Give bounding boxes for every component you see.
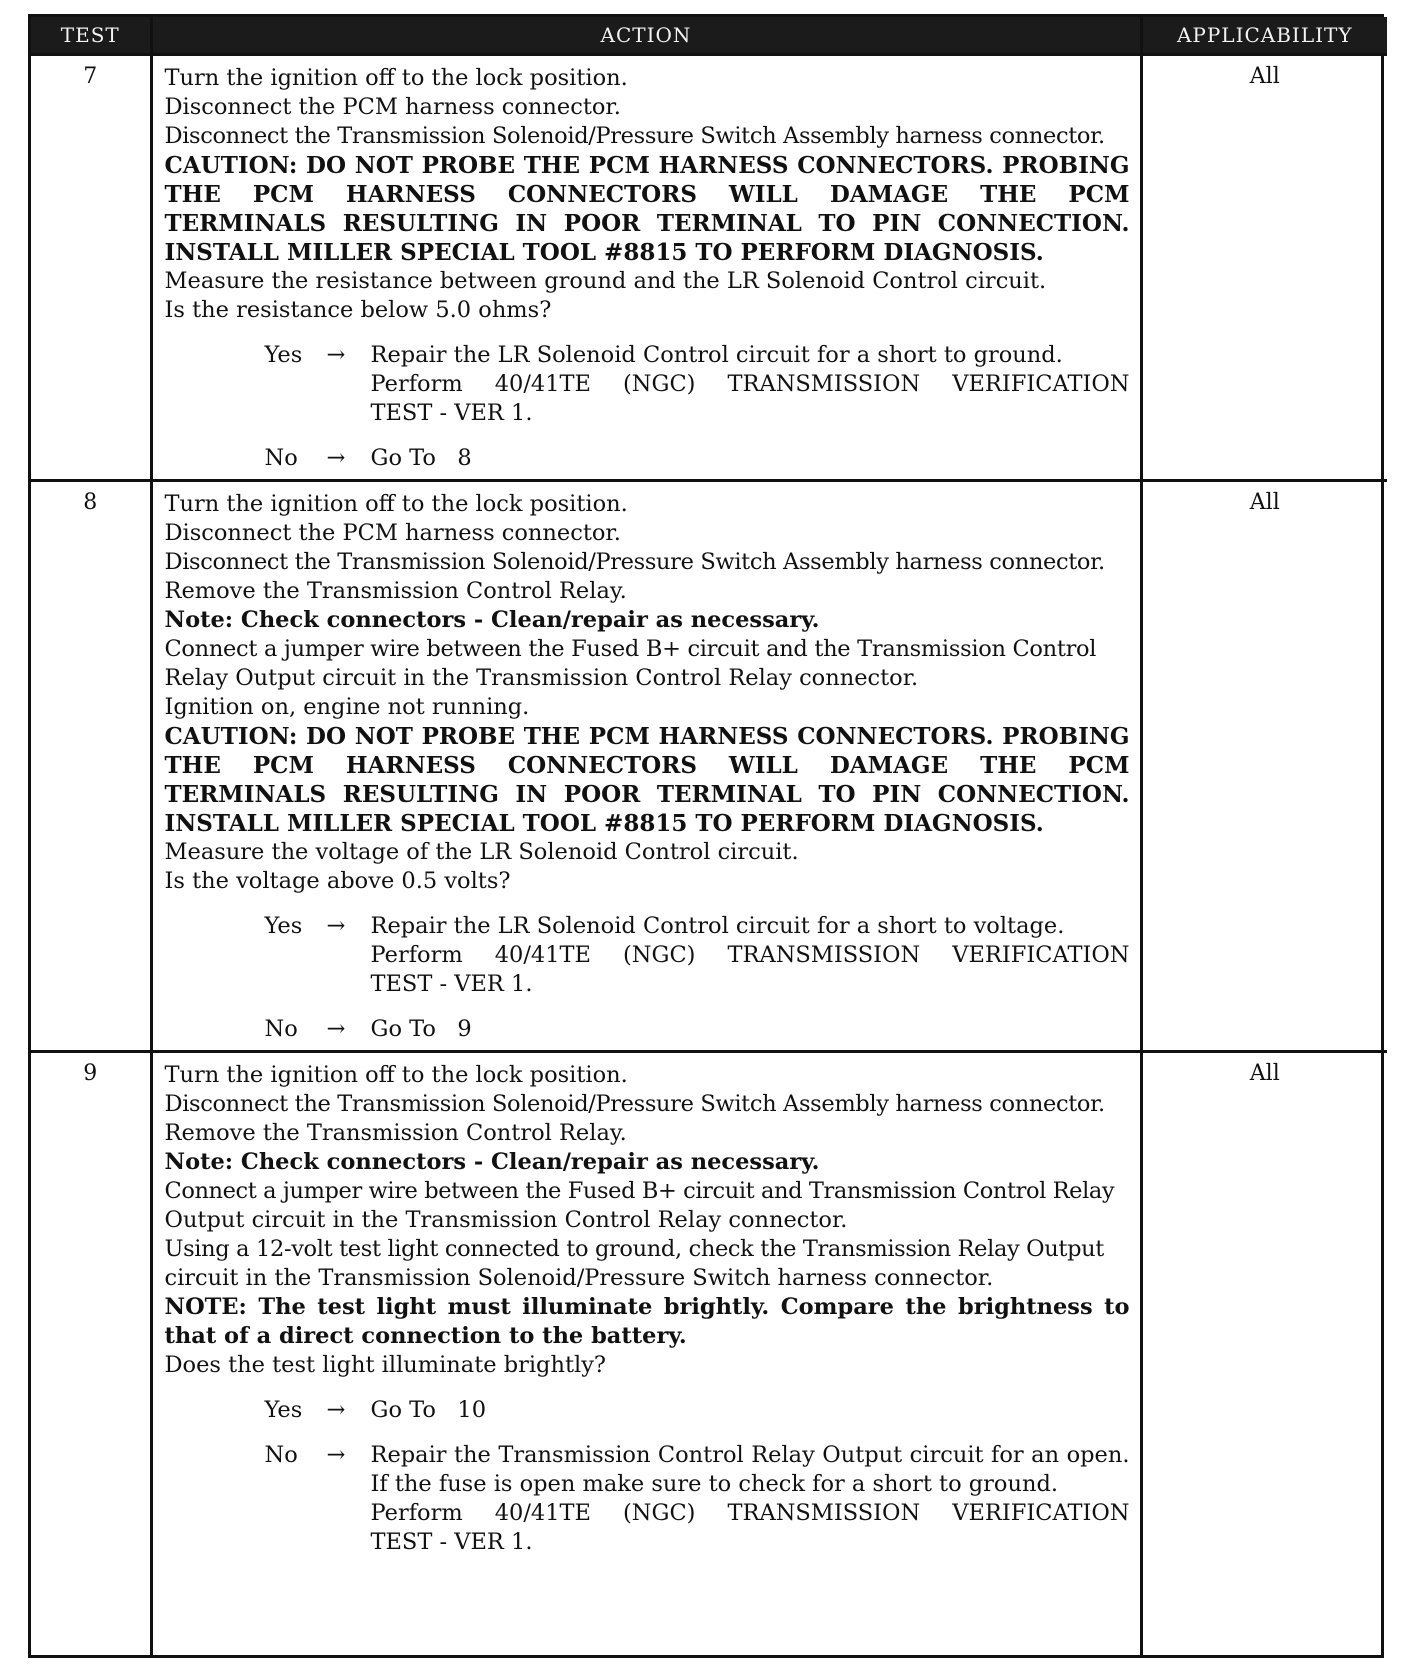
action-line: Disconnect the Transmission Solenoid/Pressure Switch Assembly harness connector.: [164, 549, 1105, 575]
action-line: Disconnect the Transmission Solenoid/Pressure Switch Assembly harness connector.: [164, 123, 1105, 149]
applicability-value: All: [1141, 55, 1387, 481]
action-line: Is the resistance below 5.0 ohms?: [164, 297, 552, 323]
table-header-row: [31, 17, 1387, 55]
action-line: Measure the voltage of the LR Solenoid Control circuit.: [164, 839, 799, 865]
yes-branch: [165, 341, 1130, 428]
no-label: No: [264, 1442, 298, 1468]
action-line: Connect a jumper wire between the Fused B+ circuit and Transmission Control Relay: [164, 1178, 1115, 1204]
action-line: Remove the Transmission Control Relay.: [164, 1120, 627, 1146]
table-row: [31, 481, 1387, 1052]
yes-label: Yes: [264, 1397, 303, 1423]
no-result-line: Repair the Transmission Control Relay Output circuit for an open. If the fuse is open make sure to check for a short to ground.: [370, 1442, 1130, 1497]
yes-branch: [165, 1396, 1130, 1425]
action-line: Turn the ignition off to the lock position.: [164, 491, 628, 517]
arrow-icon: →: [326, 342, 346, 368]
action-cell: [151, 1052, 1141, 1656]
action-line: Output circuit in the Transmission Control Relay connector.: [164, 1207, 848, 1233]
arrow-icon: →: [326, 1016, 346, 1042]
action-line: Ignition on, engine not running.: [164, 694, 530, 720]
arrow-icon: →: [326, 1442, 346, 1468]
action-line: Connect a jumper wire between the Fused B+ circuit and the Transmission Control: [164, 636, 1097, 662]
action-cell: [151, 55, 1141, 481]
no-result-line: TEST - VER 1.: [370, 1529, 533, 1555]
no-result-line: Perform 40/41TE (NGC) TRANSMISSION VERIFICATION: [370, 1500, 1130, 1526]
yes-branch: [165, 912, 1130, 999]
action-line: Measure the resistance between ground and the LR Solenoid Control circuit.: [164, 268, 1047, 294]
action-line: Is the voltage above 0.5 volts?: [164, 868, 511, 894]
no-branch: [165, 444, 1130, 473]
action-line: Does the test light illuminate brightly?: [164, 1352, 606, 1378]
no-branch: [165, 1441, 1130, 1557]
no-result: [371, 1441, 1130, 1557]
caution-text: CAUTION: DO NOT PROBE THE PCM HARNESS CONNECTORS. PROBING THE PCM HARNESS CONNECTORS WILL DAMAGE THE PCM TERMINALS RESULTING IN POOR TERMINAL TO PIN CONNECTION. INSTALL MILLER SPECIAL TOOL #8815 TO PERFORM DIAGNOSIS.: [164, 152, 1130, 266]
test-number: 7: [31, 55, 151, 481]
yes-result-line: Perform 40/41TE (NGC) TRANSMISSION VERIFICATION: [370, 942, 1130, 968]
no-result: Go To 9: [370, 1016, 472, 1042]
action-line: Disconnect the Transmission Solenoid/Pressure Switch Assembly harness connector.: [164, 1091, 1105, 1117]
no-branch: [165, 1015, 1130, 1044]
action-line: Remove the Transmission Control Relay.: [164, 578, 627, 604]
test-number: 9: [31, 1052, 151, 1656]
table-row: [31, 1052, 1387, 1656]
note-text: NOTE: The test light must illuminate brightly. Compare the brightness to that of a direct connection to the battery.: [164, 1294, 1130, 1349]
yes-result-line: Repair the LR Solenoid Control circuit for a short to voltage.: [370, 913, 1065, 939]
yes-result: [371, 912, 1130, 999]
test-number: 8: [31, 481, 151, 1052]
action-line: Turn the ignition off to the lock position.: [164, 65, 628, 91]
action-line: Relay Output circuit in the Transmission Control Relay connector.: [164, 665, 919, 691]
yes-result-line: Perform 40/41TE (NGC) TRANSMISSION VERIFICATION: [370, 371, 1130, 397]
note-text: Note: Check connectors - Clean/repair as necessary.: [164, 607, 820, 633]
arrow-icon: →: [326, 1397, 346, 1423]
yes-label: Yes: [264, 342, 303, 368]
action-line: Turn the ignition off to the lock position.: [164, 1062, 628, 1088]
yes-result: [371, 341, 1130, 428]
action-line: Disconnect the PCM harness connector.: [164, 94, 621, 120]
yes-result-line: TEST - VER 1.: [370, 971, 533, 997]
action-line: Disconnect the PCM harness connector.: [164, 520, 621, 546]
header-applicability: APPLICABILITY: [1141, 17, 1387, 55]
no-label: No: [264, 1016, 298, 1042]
header-action: ACTION: [151, 17, 1141, 55]
yes-result-line: Repair the LR Solenoid Control circuit for a short to ground.: [370, 342, 1063, 368]
arrow-icon: →: [326, 913, 346, 939]
action-line: circuit in the Transmission Solenoid/Pressure Switch harness connector.: [164, 1265, 994, 1291]
action-cell: [151, 481, 1141, 1052]
caution-text: CAUTION: DO NOT PROBE THE PCM HARNESS CONNECTORS. PROBING THE PCM HARNESS CONNECTORS WILL DAMAGE THE PCM TERMINALS RESULTING IN POOR TERMINAL TO PIN CONNECTION. INSTALL MILLER SPECIAL TOOL #8815 TO PERFORM DIAGNOSIS.: [164, 723, 1130, 837]
header-test: TEST: [31, 17, 151, 55]
diagnostic-table-sheet: [28, 14, 1384, 1658]
action-line: Using a 12-volt test light connected to ground, check the Transmission Relay Output: [164, 1236, 1104, 1262]
note-text: Note: Check connectors - Clean/repair as necessary.: [164, 1149, 820, 1175]
yes-result: Go To 10: [370, 1397, 487, 1423]
applicability-value: All: [1141, 1052, 1387, 1656]
arrow-icon: →: [326, 445, 346, 471]
yes-result-line: TEST - VER 1.: [370, 400, 533, 426]
table-row: [31, 55, 1387, 481]
yes-label: Yes: [264, 913, 303, 939]
diagnostic-table: [31, 17, 1387, 1655]
no-label: No: [264, 445, 298, 471]
no-result: Go To 8: [370, 445, 472, 471]
applicability-value: All: [1141, 481, 1387, 1052]
